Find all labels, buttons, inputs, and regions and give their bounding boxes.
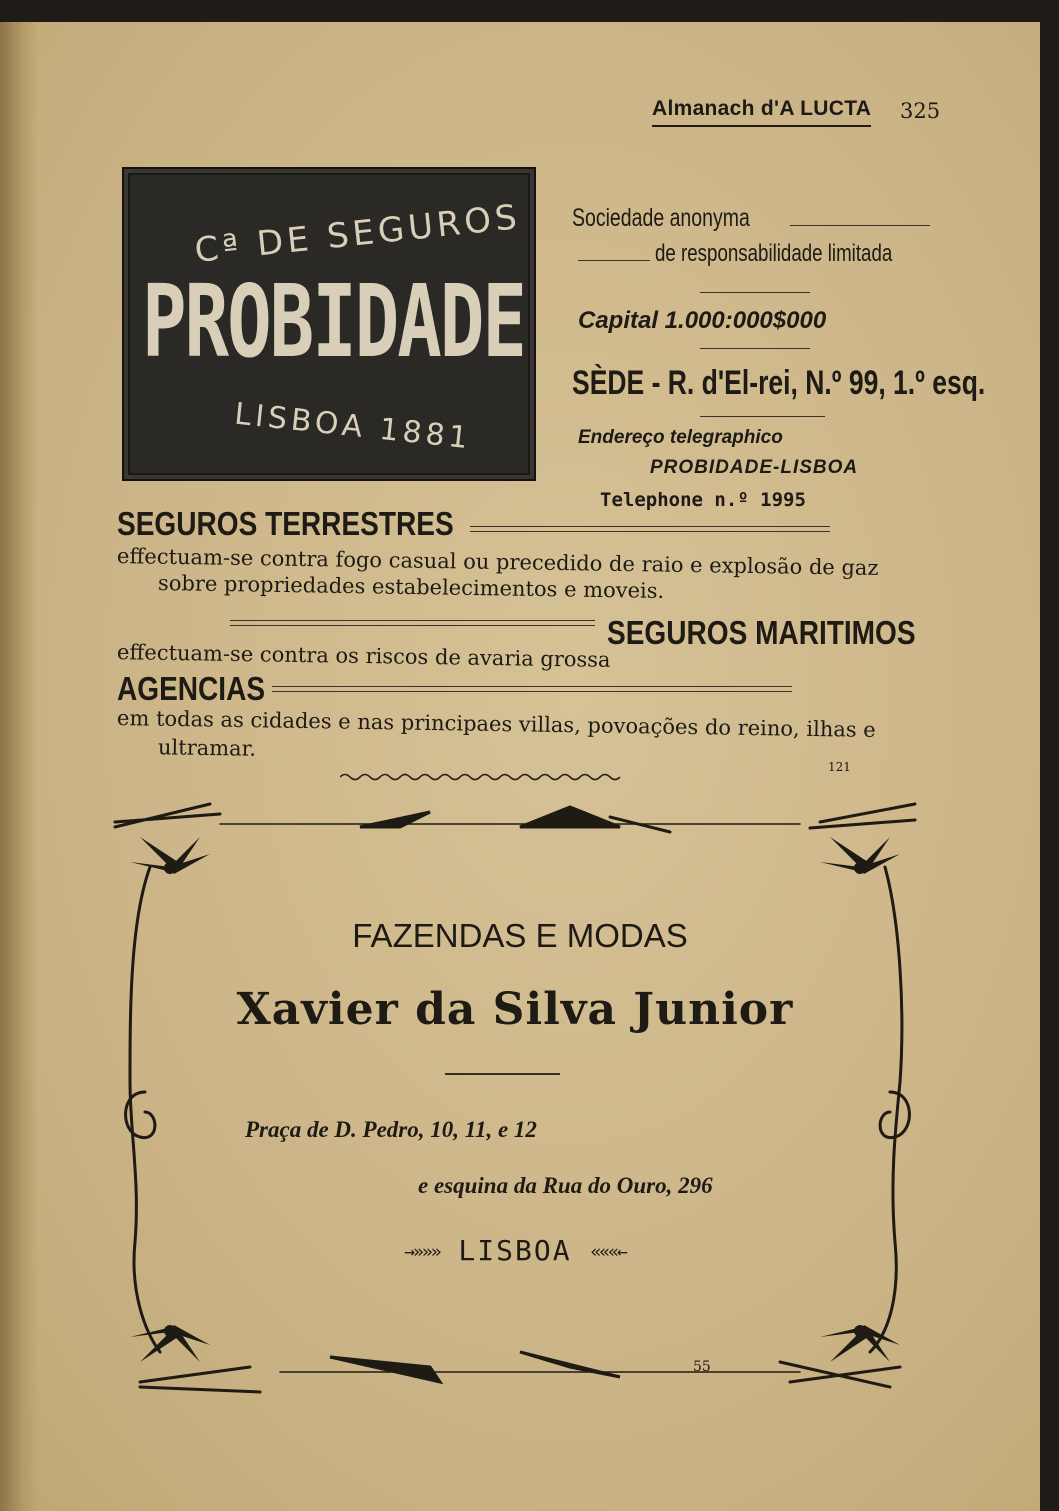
maritimos-text-1: effectuam-se contra os riscos de avaria grossa [116,640,611,672]
capital-line: Capital 1.000:000$000 [578,307,827,334]
arrow-right-ornament: «««← [590,1241,626,1263]
agencias-heading: AGENCIAS [117,670,266,707]
telephone-line: Telephone n.º 1995 [600,489,806,511]
responsabilidade-line: de responsabilidade limitada [655,240,893,267]
ad-address-2: e esquina da Rua do Ouro, 296 [418,1173,713,1198]
arrow-left-ornament: →»»» [404,1241,440,1263]
agencias-text-1: em todas as cidades e nas principaes villas, povoações do reino, ilhas e [116,706,876,742]
ad-kicker: FAZENDAS E MODAS [352,917,688,954]
sede-line: SÈDE - R. d'El-rei, N.º 99, 1.º esq. [572,364,986,402]
page-number: 325 [900,99,941,123]
maritimos-heading: SEGUROS MARITIMOS [607,614,916,651]
wavy-divider [340,770,625,784]
probidade-logo [122,167,536,481]
double-rule [272,686,792,692]
ornamental-frame [100,792,930,1412]
terrestres-heading: SEGUROS TERRESTRES [117,505,454,542]
endereco-label: Endereço telegraphico [578,427,783,448]
divider [578,260,650,261]
ad-address-1: Praça de D. Pedro, 10, 11, e 12 [245,1117,537,1142]
divider [700,348,810,349]
ad-business-name: Xavier da Silva Junior [236,984,794,1035]
ad-city [0,1234,1030,1267]
logo-top-text: Cª DE SEGUROS [192,197,523,271]
logo-bottom-text: LISBOA 1881 [232,396,474,457]
logo-main-text: PROBIDADE [142,264,525,381]
signature-mark: 121 [828,760,851,774]
terrestres-text-2: sobre propriedades estabelecimentos e moveis. [157,571,665,603]
double-rule [470,526,830,532]
signature-mark: 55 [693,1359,711,1375]
divider [790,225,930,226]
double-rule [230,620,595,626]
agencias-text-2: ultramar. [157,735,257,761]
ad-city-name: LISBOA [458,1234,572,1267]
divider [700,292,810,293]
sociedade-line: Sociedade anonyma [572,204,750,232]
divider [700,416,825,417]
almanac-page [0,22,1040,1511]
running-head: Almanach d'A LUCTA [652,97,871,127]
terrestres-text-1: effectuam-se contra fogo casual ou precedido de raio e explosão de gaz [116,544,879,580]
endereco-value: PROBIDADE-LISBOA [650,457,859,478]
binding-gutter [0,22,38,1511]
